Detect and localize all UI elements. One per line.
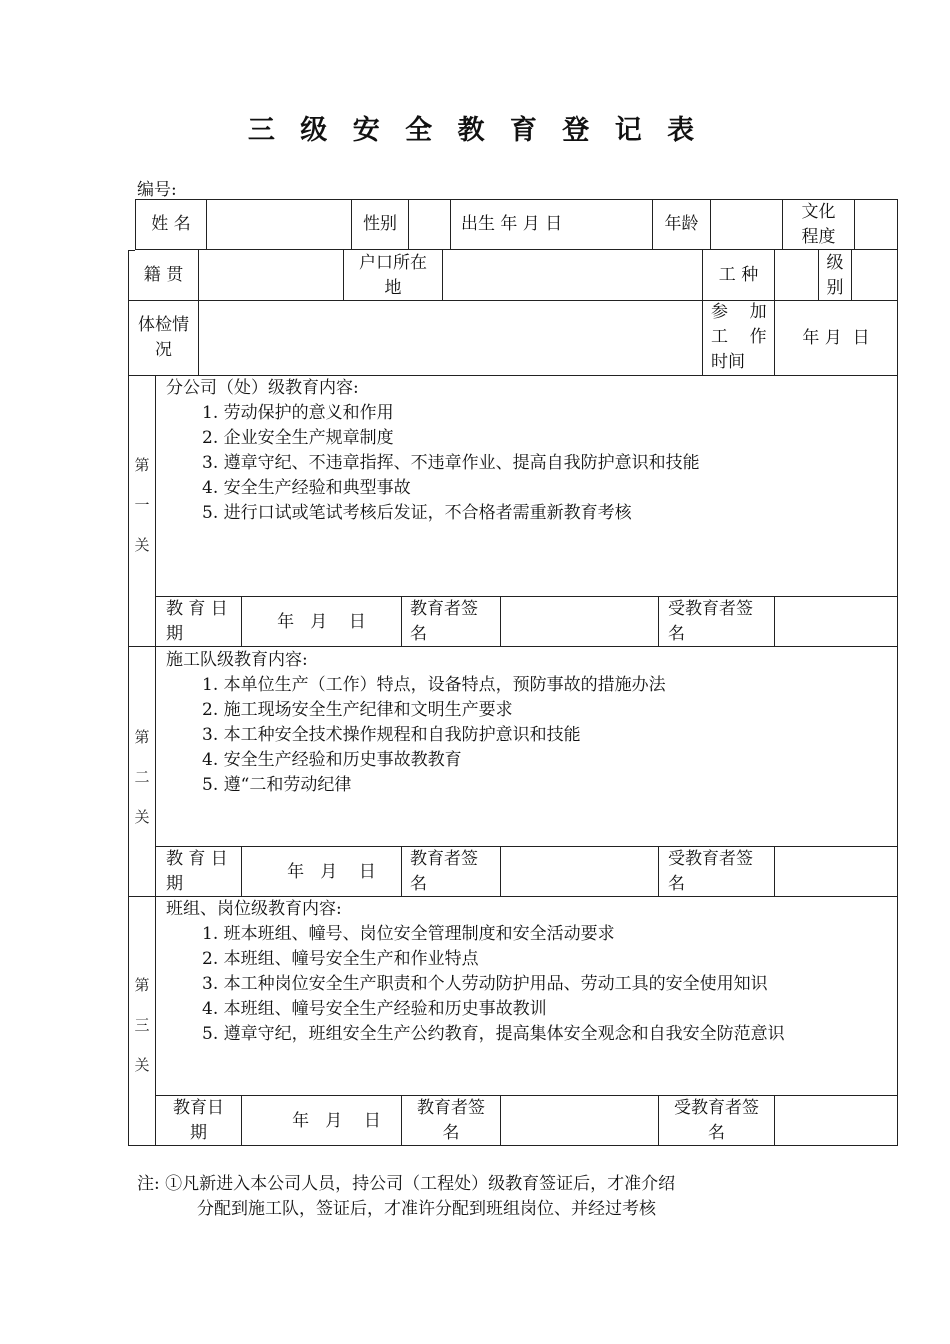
- level-value[interactable]: [852, 250, 897, 301]
- section2-educator-label-line2: 名: [410, 874, 427, 894]
- section2-educator-label-line1: 教育者签: [410, 849, 478, 869]
- page-title: 三 级 安 全 教 育 登 记 表: [247, 115, 703, 146]
- section1-trainee-label-line2: 名: [668, 624, 685, 644]
- section2-trainee-signature[interactable]: [775, 847, 897, 897]
- section3-educator-label-line2: 名: [442, 1123, 460, 1143]
- footnote-line2: 分配到施工队，签证后，才准许分配到班组岗位、并经过考核: [197, 1199, 656, 1219]
- health-check-label-line1: 体检情: [138, 315, 189, 335]
- health-check-value[interactable]: [199, 300, 702, 376]
- section2-item: 5. 遵“二和劳动纪律: [202, 775, 352, 795]
- section2-date-label: [166, 847, 241, 897]
- section1-date-label-line1: 教 育 日: [166, 599, 228, 619]
- section1-side-char3: 关: [134, 536, 150, 554]
- join-work-label: [711, 300, 774, 376]
- work-type-label: 工 种: [718, 265, 759, 285]
- section2-content: [166, 648, 891, 798]
- section1-educator-label-line2: 名: [410, 624, 427, 644]
- section2-heading: 施工队级教育内容:: [166, 650, 308, 670]
- form-number-label: 编号:: [137, 180, 177, 200]
- section1-heading: 分公司（处）级教育内容:: [166, 378, 359, 398]
- level-label: [819, 250, 851, 301]
- education-value[interactable]: [855, 199, 897, 250]
- section3-item: 4. 本班组、幢号安全生产经验和历史事故教训: [202, 999, 547, 1019]
- join-work-label-line1: 参 加: [711, 302, 767, 322]
- section2-educator-label: [410, 847, 500, 897]
- education-label: [783, 199, 854, 250]
- section2-trainee-label: [668, 847, 774, 897]
- section1-educator-label: [410, 597, 500, 647]
- section3-heading: 班组、岗位级教育内容:: [166, 899, 342, 919]
- section2-item: 4. 安全生产经验和历史事故教教育: [202, 750, 462, 770]
- section2-side-char3: 关: [134, 808, 150, 826]
- name-label: 姓 名: [151, 214, 191, 234]
- section1-content: [166, 376, 891, 526]
- section3-side-char2: 三: [134, 1016, 150, 1034]
- footnote-line1: 注: ①凡新进入本公司人员，持公司（工程处）级教育签证后，才准介绍: [137, 1174, 676, 1194]
- section3-item: 3. 本工种岗位安全生产职责和个人劳动防护用品、劳动工具的安全使用知识: [202, 974, 768, 994]
- join-work-date: 年 月 日: [802, 327, 870, 348]
- section1-trainee-signature[interactable]: [775, 597, 897, 647]
- hukou-value[interactable]: [443, 250, 702, 301]
- section3-item: 2. 本班组、幢号安全生产和作业特点: [202, 949, 479, 969]
- section1-item: 2. 企业安全生产规章制度: [202, 428, 394, 448]
- section3-trainee-label-line2: 名: [708, 1123, 725, 1143]
- section2-date-label-line2: 期: [166, 874, 183, 894]
- section2-side-char2: 二: [134, 768, 150, 786]
- section3-item: 5. 遵章守纪，班组安全生产公约教育，提高集体安全观念和自我安全防范意识: [202, 1024, 785, 1044]
- section3-date-label-line2: 期: [190, 1123, 207, 1143]
- section3-date-label-line1: 教育日: [173, 1098, 224, 1118]
- section1-item: 1. 劳动保护的意义和作用: [202, 403, 394, 423]
- section2-item: 2. 施工现场安全生产纪律和文明生产要求: [202, 700, 513, 720]
- section3-trainee-label: [659, 1096, 774, 1146]
- section3-date-value[interactable]: 年 月 日: [292, 1110, 381, 1131]
- section3-educator-label: [402, 1096, 500, 1146]
- native-place-label: 籍 贯: [143, 265, 184, 285]
- section1-date-value[interactable]: 年 月 日: [277, 611, 366, 632]
- section2-side-char1: 第: [134, 728, 150, 746]
- section2-trainee-label-line1: 受教育者签: [668, 849, 753, 869]
- section3-side-label: [129, 960, 155, 1090]
- level-label-line1: 级: [826, 252, 844, 273]
- native-place-value[interactable]: [199, 250, 343, 301]
- health-check-label-line2: 况: [155, 340, 172, 360]
- section3-side-char3: 关: [134, 1056, 150, 1074]
- section2-educator-signature[interactable]: [501, 847, 658, 897]
- section3-trainee-signature[interactable]: [775, 1096, 897, 1146]
- section1-educator-label-line1: 教育者签: [410, 599, 478, 619]
- health-check-label: [129, 300, 198, 376]
- section3-date-label: [156, 1096, 241, 1146]
- section2-trainee-label-line2: 名: [668, 874, 685, 894]
- section3-trainee-label-line1: 受教育者签: [674, 1098, 759, 1118]
- section1-side-char1: 第: [134, 456, 150, 474]
- section3-side-char1: 第: [134, 976, 150, 994]
- section1-side-char2: 一: [134, 496, 150, 514]
- gender-label: 性别: [363, 214, 397, 234]
- age-label: 年龄: [664, 214, 699, 234]
- section1-date-label-line2: 期: [166, 624, 183, 644]
- work-type-value[interactable]: [775, 250, 818, 301]
- section1-item: 3. 遵章守纪、不违章指挥、不违章作业、提高自我防护意识和技能: [202, 453, 700, 473]
- level-label-line2: 别: [826, 277, 844, 298]
- section1-date-label: [166, 597, 241, 647]
- section1-item: 5. 进行口试或笔试考核后发证，不合格者需重新教育考核: [202, 503, 632, 523]
- hukou-label-line1: 户口所在: [359, 252, 427, 273]
- name-value[interactable]: [207, 199, 351, 250]
- birth-label: 出生 年 月 日: [461, 214, 563, 234]
- section2-item: 3. 本工种安全技术操作规程和自我防护意识和技能: [202, 725, 581, 745]
- section3-content: [166, 897, 891, 1047]
- education-label-line2: 程度: [801, 226, 836, 247]
- section1-side-label: [129, 440, 155, 570]
- section2-date-value[interactable]: 年 月 日: [287, 861, 376, 882]
- age-value[interactable]: [711, 199, 782, 250]
- section2-date-label-line1: 教 育 日: [166, 849, 228, 869]
- join-work-label-line3: 时间: [711, 352, 745, 372]
- section2-item: 1. 本单位生产（工作）特点，设备特点，预防事故的措施办法: [202, 675, 666, 695]
- gender-value[interactable]: [409, 199, 450, 250]
- section1-trainee-label-line1: 受教育者签: [668, 599, 753, 619]
- hukou-label-line2: 地: [384, 277, 402, 298]
- education-label-line1: 文化: [801, 201, 836, 222]
- section2-side-label: [129, 712, 155, 842]
- hukou-label: [344, 250, 442, 301]
- section1-educator-signature[interactable]: [501, 597, 658, 647]
- join-work-label-line2: 工 作: [711, 327, 767, 347]
- section1-item: 4. 安全生产经验和典型事故: [202, 478, 411, 498]
- section3-item: 1. 班本班组、幢号、岗位安全管理制度和安全活动要求: [202, 924, 615, 944]
- section3-educator-label-line1: 教育者签: [417, 1098, 485, 1118]
- section1-trainee-label: [668, 597, 774, 647]
- section3-educator-signature[interactable]: [501, 1096, 658, 1146]
